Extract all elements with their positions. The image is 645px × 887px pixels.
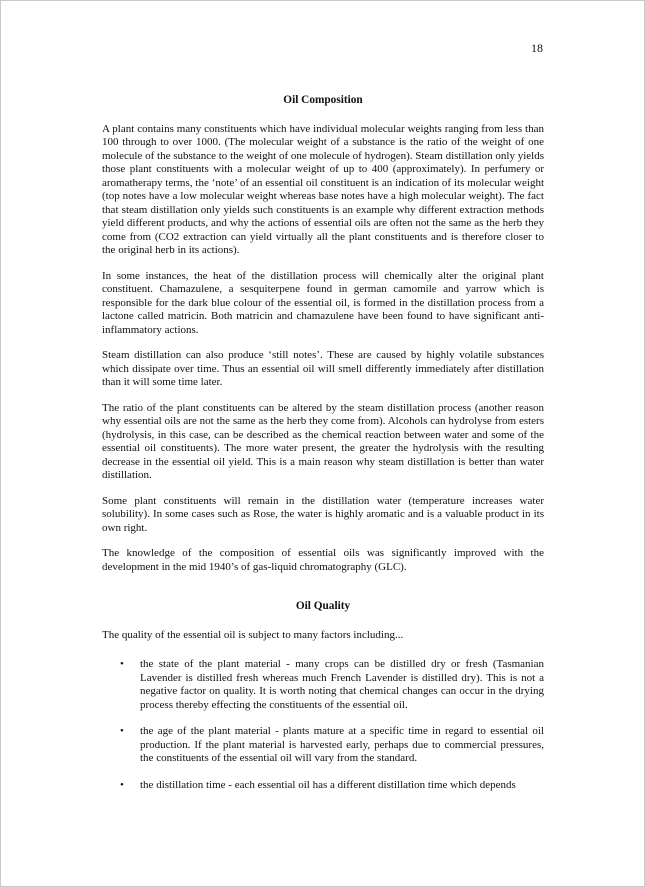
paragraph-molecular-weights: A plant contains many constituents which have individual molecular weights ranging from less than 100 through to over 1000. (The molecular weight of a substance is the ratio of the weight of one molecule of the substance to the weight of one molecule of hydrogen). Steam distillation only yields those plant constituents with a molecular weight of up to 400 (approximately). In perfumery or aromatherapy terms, the ‘note’ of an essential oil constituent is an indication of its molecular weight (top notes have a low molecular weight whereas base notes have a high molecular weight). The fact that steam distillation only yields such constituents is an example why different extraction methods yield different products, and why the actions of essential oils are often not the same as the herb they come from (CO2 extraction can yield virtually all the plant constituents and is therefore closer to the original herb in its actions). (102, 122, 544, 256)
list-item-plant-age (102, 725, 544, 766)
section-heading-oil-quality: Oil Quality (295, 600, 351, 612)
bullet-icon: • (120, 725, 124, 737)
section-heading-oil-composition: Oil Composition (283, 94, 363, 106)
paragraph-glc: The knowledge of the composition of essential oils was significantly improved with the development in the mid 1940’s of gas-liquid chromatography (GLC). (102, 547, 544, 573)
list-item-plant-state (102, 658, 544, 712)
paragraph-constituent-ratio: The ratio of the plant constituents can be altered by the steam distillation process (another reason why essential oils are not the same as the herb they come from). Alcohols can hydrolyse from esters (hydrolysis, in this case, can be described as the chemical reaction between water and some of the essential oil constituents). The more water present, the greater the hydrolysis with the resulting decrease in the essential oil yield. This is a main reason why steam distillation is better than water distillation. (102, 401, 544, 481)
paragraph-distillation-water: Some plant constituents will remain in the distillation water (temperature increases water solubility). In some cases such as Rose, the water is highly aromatic and is a valuable product in its own right. (102, 494, 544, 534)
list-item-text: the state of the plant material - many crops can be distilled dry or fresh (Tasmanian Lavender is distilled fresh whereas much French Lavender is distilled dry). This is not a negative factor on quality. It is worth noting that chemical changes can occur in the drying process thereby effecting the constituents of the essential oil. (140, 658, 544, 711)
list-item-text: the distillation time - each essential oil has a different distillation time which depends (140, 778, 516, 791)
quality-factors-list (102, 658, 544, 792)
page-content (102, 94, 544, 805)
bullet-icon: • (120, 778, 124, 791)
paragraph-quality-intro: The quality of the essential oil is subject to many factors including... (102, 628, 404, 641)
page-number: 18 (531, 41, 543, 55)
list-item-distillation-time (102, 779, 544, 793)
paragraph-still-notes: Steam distillation can also produce ‘still notes’. These are caused by highly volatile substances which dissipate over time. Thus an essential oil will smell differently immediately after distillation than it will some time later. (102, 349, 544, 388)
list-item-text: the age of the plant material - plants mature at a specific time in regard to essential oil production. If the plant material is harvested early, perhaps due to commercial pressures, the constituents of the essential oil will vary from the standard. (140, 725, 544, 764)
bullet-icon: • (120, 658, 124, 670)
paragraph-chamazulene: In some instances, the heat of the distillation process will chemically alter the original plant constituent. Chamazulene, a sesquiterpene found in german camomile and yarrow which is responsible for the dark blue colour of the essential oil, is formed in the distillation process from a lactone called matricin. Both matricin and chamazulene have been found to have significant anti-inflammatory actions. (102, 269, 544, 336)
